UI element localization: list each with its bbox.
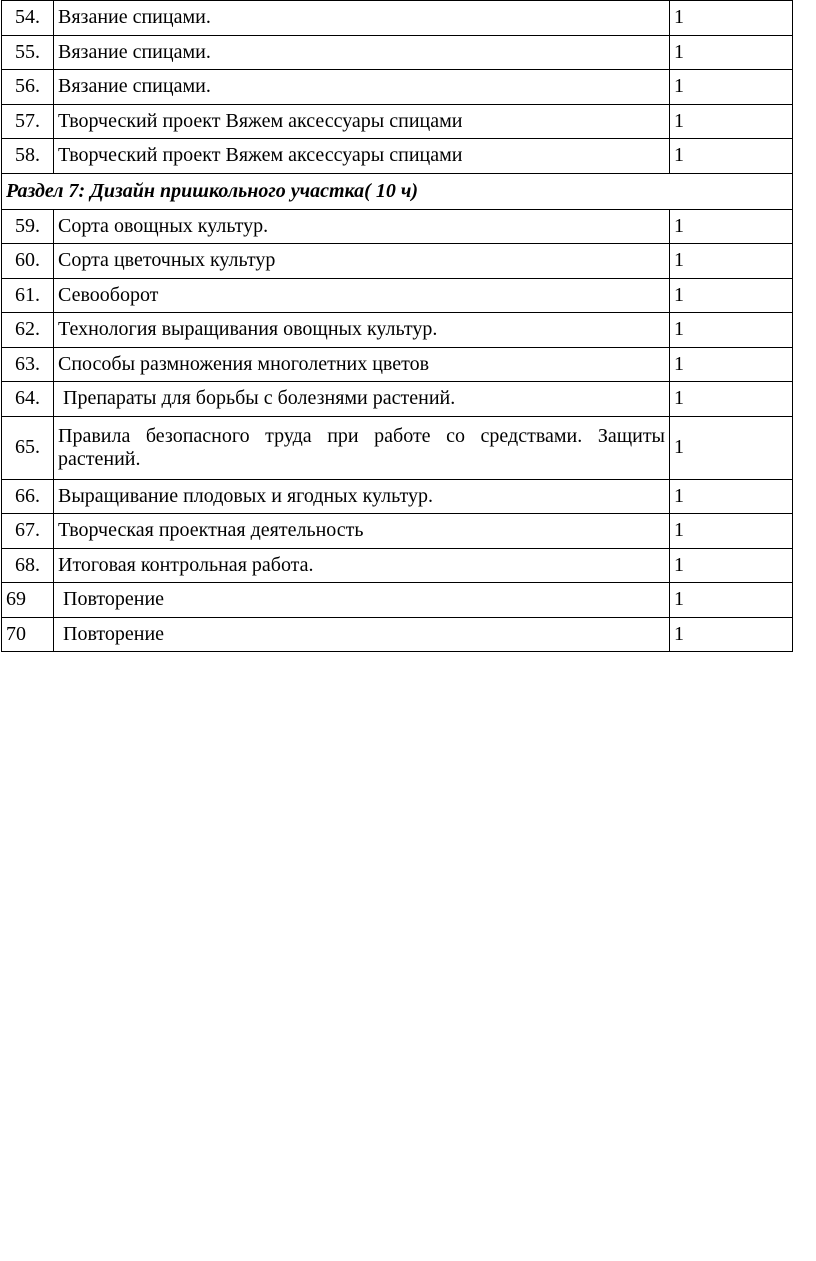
- lesson-hours: 1: [670, 313, 793, 348]
- lesson-number: 62.: [2, 313, 54, 348]
- lesson-hours: 1: [670, 617, 793, 652]
- lesson-topic: Технология выращивания овощных культур.: [54, 313, 670, 348]
- lesson-topic: Севооборот: [54, 278, 670, 313]
- lesson-number: 61.: [2, 278, 54, 313]
- table-row: [2, 416, 793, 479]
- lesson-topic: Творческая проектная деятельность: [54, 514, 670, 549]
- table-row: [2, 35, 793, 70]
- lesson-number: 56.: [2, 70, 54, 105]
- lesson-topic: Вязание спицами.: [54, 35, 670, 70]
- lesson-number: 64.: [2, 382, 54, 417]
- lesson-number: 70: [2, 617, 54, 652]
- lesson-topic: Сорта овощных культур.: [54, 209, 670, 244]
- lesson-number: 68.: [2, 548, 54, 583]
- lesson-number: 67.: [2, 514, 54, 549]
- lesson-topic: Выращивание плодовых и ягодных культур.: [54, 479, 670, 514]
- lesson-hours: 1: [670, 139, 793, 174]
- section-title: Раздел 7: Дизайн пришкольного участка( 10 ч): [2, 173, 793, 209]
- lesson-number: 59.: [2, 209, 54, 244]
- lesson-topic: Вязание спицами.: [54, 70, 670, 105]
- lesson-hours: 1: [670, 1, 793, 36]
- section-header-row: [2, 173, 793, 209]
- lesson-number: 57.: [2, 104, 54, 139]
- lesson-hours: 1: [670, 514, 793, 549]
- table-row: [2, 139, 793, 174]
- lesson-number: 58.: [2, 139, 54, 174]
- lesson-topic: Повторение: [54, 617, 670, 652]
- lesson-hours: 1: [670, 382, 793, 417]
- lesson-topic: Творческий проект Вяжем аксессуары спицами: [54, 104, 670, 139]
- table-row: [2, 514, 793, 549]
- table-row: [2, 382, 793, 417]
- lesson-number: 55.: [2, 35, 54, 70]
- lesson-number: 69: [2, 583, 54, 618]
- table-row: [2, 313, 793, 348]
- table-row: [2, 548, 793, 583]
- lesson-topic: Препараты для борьбы с болезнями растений.: [54, 382, 670, 417]
- lesson-topic: Вязание спицами.: [54, 1, 670, 36]
- lesson-number: 63.: [2, 347, 54, 382]
- lesson-hours: 1: [670, 70, 793, 105]
- table-row: [2, 104, 793, 139]
- table-row: [2, 617, 793, 652]
- lesson-hours: 1: [670, 479, 793, 514]
- lesson-plan-table: [1, 0, 793, 652]
- lesson-hours: 1: [670, 278, 793, 313]
- lesson-topic: Творческий проект Вяжем аксессуары спицами: [54, 139, 670, 174]
- lesson-hours: 1: [670, 209, 793, 244]
- lesson-hours: 1: [670, 416, 793, 479]
- lesson-topic: Правила безопасного труда при работе со средствами. Защиты растений.: [54, 416, 670, 479]
- lesson-topic: Сорта цветочных культур: [54, 244, 670, 279]
- table-row: [2, 244, 793, 279]
- table-row: [2, 209, 793, 244]
- lesson-number: 65.: [2, 416, 54, 479]
- table-row: [2, 1, 793, 36]
- table-row: [2, 479, 793, 514]
- lesson-hours: 1: [670, 583, 793, 618]
- table-row: [2, 583, 793, 618]
- lesson-hours: 1: [670, 548, 793, 583]
- lesson-hours: 1: [670, 104, 793, 139]
- lesson-number: 60.: [2, 244, 54, 279]
- lesson-hours: 1: [670, 347, 793, 382]
- lesson-number: 54.: [2, 1, 54, 36]
- table-row: [2, 347, 793, 382]
- lesson-topic: Способы размножения многолетних цветов: [54, 347, 670, 382]
- lesson-hours: 1: [670, 244, 793, 279]
- table-row: [2, 278, 793, 313]
- lesson-number: 66.: [2, 479, 54, 514]
- lesson-topic: Итоговая контрольная работа.: [54, 548, 670, 583]
- table-row: [2, 70, 793, 105]
- lesson-topic: Повторение: [54, 583, 670, 618]
- lesson-hours: 1: [670, 35, 793, 70]
